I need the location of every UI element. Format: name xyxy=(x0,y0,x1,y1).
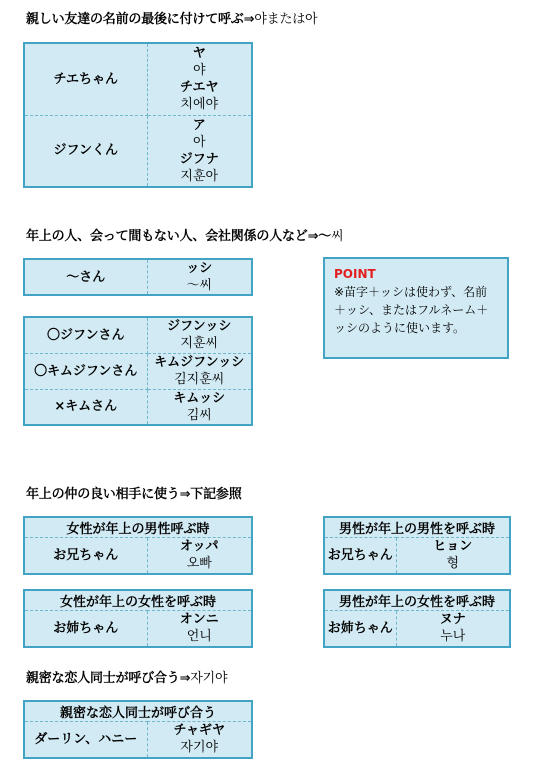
section2-examples-table xyxy=(23,316,253,426)
section2-heading-ko: 씨 xyxy=(331,229,344,244)
jp-text: キムジフンッシ xyxy=(154,355,245,370)
table-row xyxy=(324,538,510,574)
ko-text: 언니 xyxy=(186,629,212,645)
jp-text: ヤ xyxy=(192,46,206,62)
section1-table xyxy=(23,42,253,188)
table-title-row xyxy=(24,517,252,538)
table-row xyxy=(24,259,252,295)
female-to-older-male-table xyxy=(23,516,253,575)
table-title-row xyxy=(24,701,252,722)
section2-heading xyxy=(26,225,343,244)
row-label: ジフンくん xyxy=(24,115,147,187)
table-row xyxy=(24,43,252,115)
table-row xyxy=(24,722,252,758)
row-value xyxy=(147,317,252,353)
jp-text: ヌナ xyxy=(439,612,466,628)
section4-heading-jp: 親密な恋人同士が呼び合う⇒ xyxy=(26,671,191,686)
point-title: POINT xyxy=(334,267,376,281)
ko-text: 지훈씨 xyxy=(180,336,219,352)
jp-text: ア xyxy=(192,117,206,133)
jp-text: ジフンッシ xyxy=(167,319,232,335)
table-title: 女性が年上の男性呼ぶ時 xyxy=(24,517,252,538)
table-row xyxy=(24,317,252,353)
ko-text: 치에야 xyxy=(180,97,219,113)
row-label: 〇キムジフンさん xyxy=(24,353,147,389)
jp-text: ヒョン xyxy=(433,539,473,555)
male-to-older-male-table xyxy=(323,516,511,575)
jp-text: チエヤ xyxy=(180,80,219,96)
jp-text: チャギヤ xyxy=(173,723,226,739)
table-title-row xyxy=(324,590,510,611)
section2-heading-jp: 年上の人、会って間もない人、会社関係の人など⇒～ xyxy=(26,229,332,244)
row-label: 〇ジフンさん xyxy=(24,317,147,353)
ko-text: 형 xyxy=(446,556,460,572)
point-text: ※苗字＋ッシは使わず、名前＋ッシ、またはフルネーム＋ッシのように使います。 xyxy=(334,285,489,335)
table-title: 男性が年上の男性を呼ぶ時 xyxy=(324,517,510,538)
row-label: お姉ちゃん xyxy=(24,611,147,647)
jp-text: オッパ xyxy=(179,539,219,555)
row-label: ～さん xyxy=(24,259,147,295)
section1-heading xyxy=(26,8,317,27)
ko-text: 오빠 xyxy=(186,556,212,572)
point-note xyxy=(323,257,509,359)
row-value xyxy=(147,722,252,758)
jp-text: オンニ xyxy=(179,612,219,628)
ko-text: 누나 xyxy=(440,629,466,645)
row-label: お兄ちゃん xyxy=(24,538,147,574)
table-row xyxy=(24,389,252,425)
row-value xyxy=(396,538,510,574)
ko-text: 김지훈씨 xyxy=(174,372,225,387)
table-title: 男性が年上の女性を呼ぶ時 xyxy=(324,590,510,611)
row-label: ×キムさん xyxy=(24,389,147,425)
row-value xyxy=(147,353,252,389)
section1-heading-jp: 親しい友達の名前の最後に付けて呼ぶ⇒ xyxy=(26,12,255,27)
table-row xyxy=(24,115,252,187)
row-value xyxy=(147,43,252,115)
section4-heading xyxy=(26,667,227,686)
section3-heading: 年上の仲の良い相手に使う⇒下記参照 xyxy=(26,487,242,502)
row-label: チエちゃん xyxy=(24,43,147,115)
row-value xyxy=(396,611,510,647)
ko-text: 지훈아 xyxy=(180,168,219,184)
table-title: 親密な恋人同士が呼び合う xyxy=(24,701,252,722)
row-value xyxy=(147,389,252,425)
male-to-older-female-table xyxy=(323,589,511,648)
row-value xyxy=(147,538,252,574)
table-title: 女性が年上の女性を呼ぶ時 xyxy=(24,590,252,611)
section2-single-table xyxy=(23,258,253,296)
ko-text: 김씨 xyxy=(186,407,212,423)
ko-text: 아 xyxy=(192,134,206,150)
row-label: お兄ちゃん xyxy=(324,538,396,574)
section4-heading-ko: 자기야 xyxy=(190,671,228,686)
ko-text: ～씨 xyxy=(186,278,213,293)
table-title-row xyxy=(324,517,510,538)
ko-text: 야 xyxy=(192,63,206,79)
jp-text: キムッシ xyxy=(173,390,226,406)
row-label: ダーリン、ハニー xyxy=(24,722,147,758)
table-row xyxy=(24,611,252,647)
row-value xyxy=(147,611,252,647)
table-row xyxy=(24,353,252,389)
table-title-row xyxy=(24,590,252,611)
jp-text: ッシ xyxy=(186,261,213,276)
female-to-older-female-table xyxy=(23,589,253,648)
lovers-table xyxy=(23,700,253,759)
section1-heading-ko: 야または아 xyxy=(254,12,318,27)
ko-text: 자기야 xyxy=(180,740,219,756)
row-label: お姉ちゃん xyxy=(324,611,396,647)
table-row xyxy=(324,611,510,647)
jp-text: ジフナ xyxy=(179,151,219,167)
table-row xyxy=(24,538,252,574)
row-value xyxy=(147,259,252,295)
row-value xyxy=(147,115,252,187)
